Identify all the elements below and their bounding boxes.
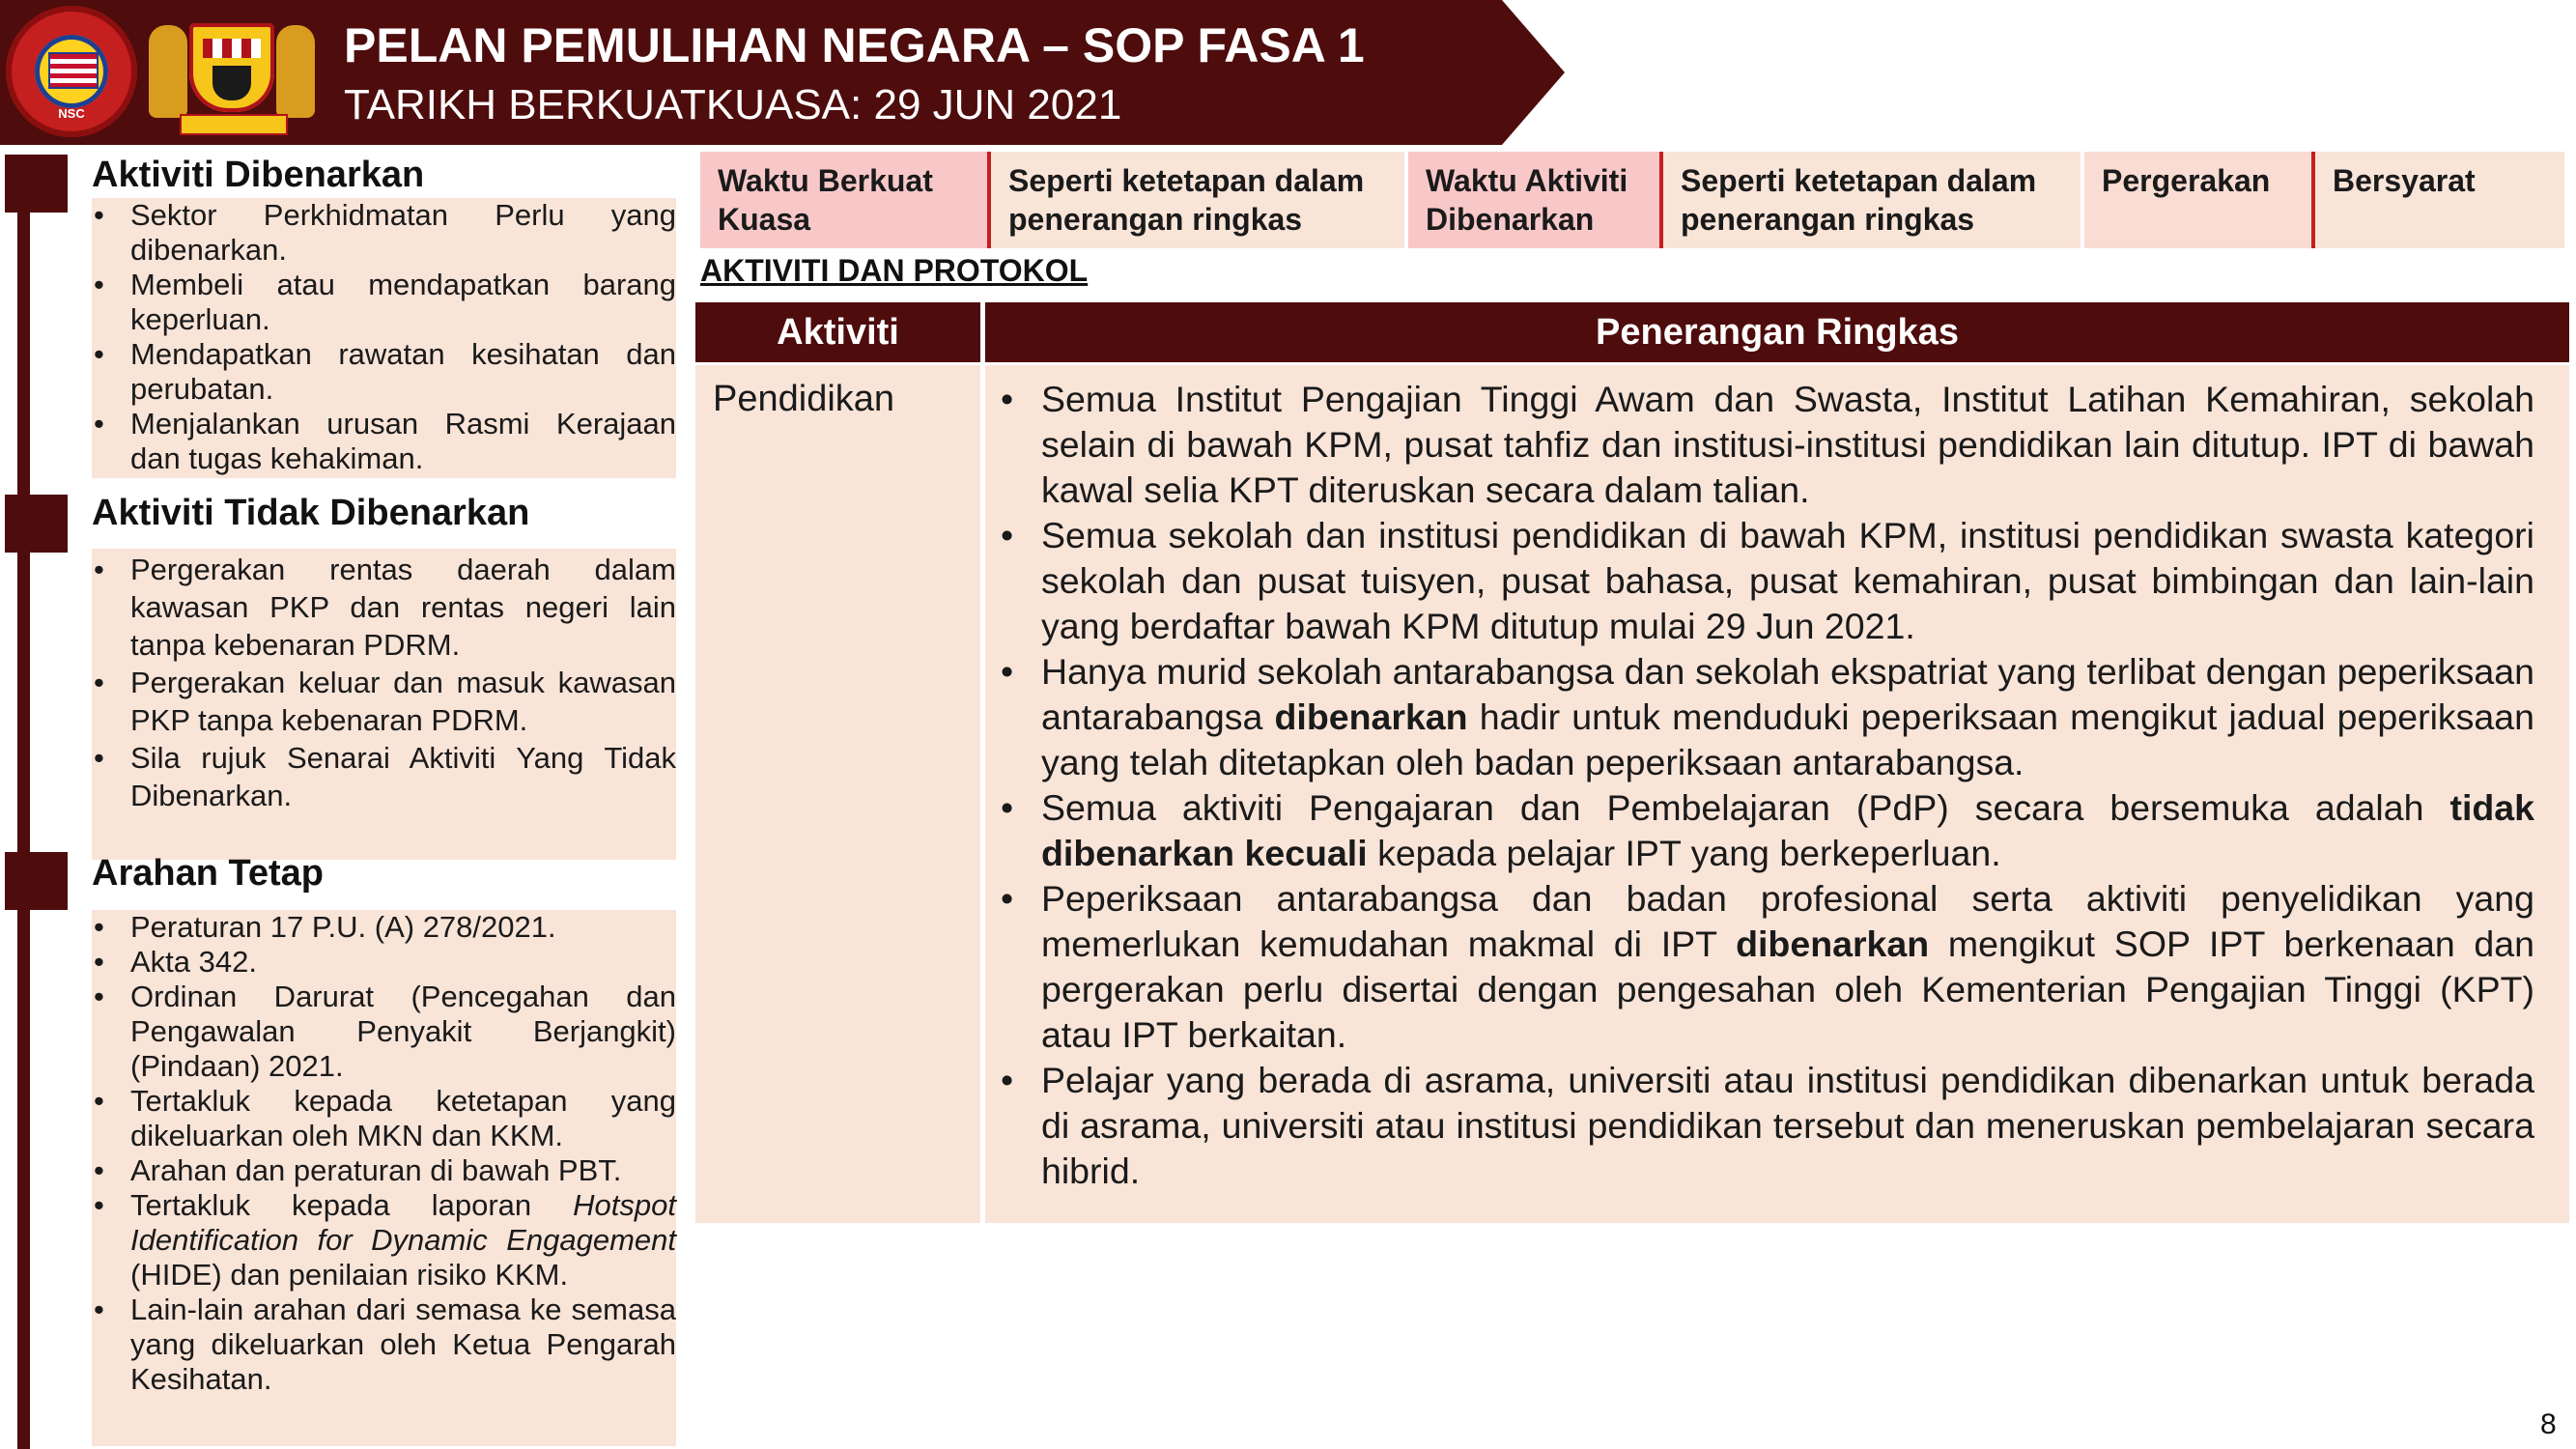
page-subtitle: TARIKH BERKUATKUASA: 29 JUN 2021 [344,81,1122,128]
bullet-bold-text: dibenarkan [1736,923,1930,964]
list-item [130,1188,676,1293]
list-item-text: (HIDE) dan penilaian risiko KKM. [130,1258,569,1292]
standing-orders-box [92,910,676,1446]
table-header-row [695,302,2569,362]
activity-name: Pendidikan [713,379,895,419]
description-bullet: • Semua Institut Pengajian Tinggi Awam dan Swasta, Institut Latihan Kemahiran, sekolah selain di bawah KPM, pusat tahfiz dan institusi-institusi pendidikan lain ditutup. IPT di bawah kawal selia KPT diteruskan secara dalam talian. [1041,377,2534,513]
protocol-section-title: AKTIVITI DAN PROTOKOL [700,253,1089,288]
allowed-activities-box [92,198,676,478]
list-item: • Sila rujuk Senarai Aktiviti Yang Tidak Dibenarkan. [130,739,676,814]
list-item: • Arahan dan peraturan di bawah PBT. [130,1153,676,1188]
page-number: 8 [2540,1408,2557,1440]
list-item: • Tertakluk kepada ketetapan yang dikeluarkan oleh MKN dan KKM. [130,1084,676,1153]
list-item: • Ordinan Darurat (Pencegahan dan Pengawalan Penyakit Berjangkit) (Pindaan) 2021. [130,980,676,1084]
description-bullet [1041,785,2534,876]
description-bullet: • Pelajar yang berada di asrama, universiti atau institusi pendidikan dibenarkan untuk berada di asrama, universiti atau institusi pendidikan tersebut dan meneruskan pembelajaran secara hibrid. [1041,1058,2534,1194]
section-marker [5,852,68,910]
bullet-bold-text: tidak dibenarkan kecuali [1041,787,2534,873]
info-value-movement: Bersyarat [2311,152,2564,248]
info-label-movement: Pergerakan [2084,152,2311,248]
list-item: • Sektor Perkhidmatan Perlu yang dibenarkan. [130,198,676,268]
allowed-activities-title: Aktiviti Dibenarkan [92,155,425,195]
description-bullet: • Semua sekolah dan institusi pendidikan di bawah KPM, institusi pendidikan swasta kategori sekolah dan pusat tuisyen, pusat bahasa, pusat kemahiran, pusat bimbingan dan lain-lain yang berdaftar bawah KPM ditutup mulai 29 Jun 2021. [1041,513,2534,649]
table-cell-activity [695,365,980,1223]
table-header-divider [980,302,985,362]
bullet-text: mengikut SOP IPT berkenaan dan pergerakan perlu disertai dengan pengesahan oleh Kementerian Pengajian Tinggi (KPT) atau IPT berkaitan. [1041,923,2534,1055]
list-item-text: Tertakluk kepada laporan [130,1188,574,1222]
nsc-logo [6,6,137,137]
nsc-logo-label: NSC [58,106,85,121]
coat-of-arms-logo [145,6,319,137]
section-marker [5,155,68,213]
info-value-effective-time: Seperti ketetapan dalam penerangan ringkas [987,152,1404,248]
not-allowed-activities-box [92,549,676,860]
info-value-activity-time: Seperti ketetapan dalam penerangan ringkas [1659,152,2081,248]
description-bullet [1041,876,2534,1058]
bullet-text: Hanya murid sekolah antarabangsa dan sekolah ekspatriat yang terlibat dengan peperiksaan antarabangsa [1041,651,2534,737]
standing-orders-title: Arahan Tetap [92,853,325,894]
list-item: • Akta 342. [130,945,676,980]
page-title: PELAN PEMULIHAN NEGARA – SOP FASA 1 [344,18,1365,72]
list-item: • Pergerakan keluar dan masuk kawasan PKP tanpa kebenaran PDRM. [130,664,676,739]
bullet-text: hadir untuk menduduki peperiksaan mengikut jadual peperiksaan yang telah ditetapkan oleh badan peperiksaan antarabangsa. [1041,696,2534,782]
bullet-text: Peperiksaan antarabangsa dan badan profesional serta aktiviti penyelidikan yang memerlukan kemudahan makmal di IPT [1041,878,2534,964]
bullet-text: Semua aktiviti Pengajaran dan Pembelajaran (PdP) secara bersemuka adalah [1041,787,2450,828]
section-marker [5,495,68,553]
bullet-bold-text: dibenarkan [1274,696,1468,737]
list-item: • Mendapatkan rawatan kesihatan dan perubatan. [130,337,676,407]
bullet-text: kepada pelajar IPT yang berkeperluan. [1367,833,2001,873]
list-item-italic-text: Hotspot Identification for Dynamic Engagement [130,1188,676,1257]
table-cell-description [985,365,2569,1223]
list-item: • Menjalankan urusan Rasmi Kerajaan dan tugas kehakiman. [130,407,676,476]
table-header-description: Penerangan Ringkas [1596,312,1959,353]
table-header-activity: Aktiviti [777,312,899,353]
list-item: • Pergerakan rentas daerah dalam kawasan PKP dan rentas negeri lain tanpa kebenaran PDRM. [130,551,676,664]
list-item: • Lain-lain arahan dari semasa ke semasa yang dikeluarkan oleh Ketua Pengarah Kesihatan. [130,1293,676,1397]
list-item: • Membeli atau mendapatkan barang keperluan. [130,268,676,337]
timeline-bar [17,155,30,1449]
list-item: • Peraturan 17 P.U. (A) 278/2021. [130,910,676,945]
description-bullet [1041,649,2534,785]
info-label-activity-time: Waktu Aktiviti Dibenarkan [1408,152,1659,248]
not-allowed-activities-title: Aktiviti Tidak Dibenarkan [92,493,530,533]
info-label-effective-time: Waktu Berkuat Kuasa [700,152,987,248]
